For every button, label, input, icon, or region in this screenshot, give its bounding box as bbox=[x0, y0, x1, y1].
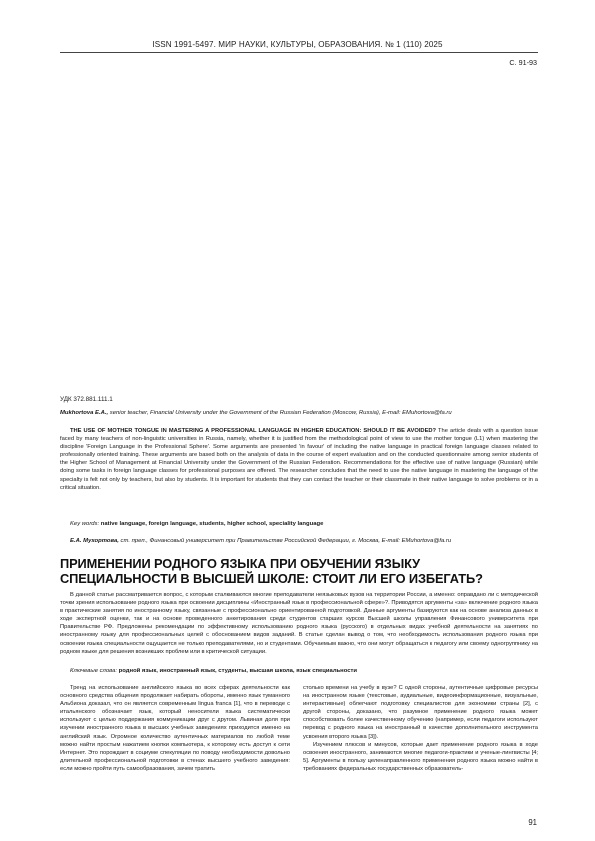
author-en-name: Mukhortova E.A., bbox=[60, 410, 109, 416]
abstract-en-title: THE USE OF MOTHER TONGUE IN MASTERING A PROFESSIONAL LANGUAGE IN HIGHER EDUCATION: SHOULD IT BE AVOIDED? bbox=[70, 428, 437, 434]
udk-code: УДК 372.881.111.1 bbox=[60, 396, 113, 403]
author-en bbox=[60, 410, 538, 416]
keywords-ru-value: родной язык, иностранный язык, студенты, высшая школа, язык специальности bbox=[117, 668, 358, 674]
header-rule bbox=[60, 52, 538, 53]
abstract-en-text: The article deals with a question issue faced by many teachers of non-linguistic universities in Russia, namely, whether it is justified from the methodological point of view to use the mother tongue (L1) when mastering the discipline 'Foreign Language in the Professional Sphere'. Some arguments are presented 'in favour' of including the native language in practical foreign language classes related to professionally oriented training. These arguments are based both on the analysis of data in the course of expert evaluation and on the conducted questionnaire among senior students of the Higher School of Management at Financial University under the Government of the Russian Federation. Recommendations for the effective use of native language (Russian) while doing some tasks in foreign language classes for professional purposes are offered. The researcher concludes that the need to use the native language in mastering the language of the specialty is felt not only by teachers, but also by students. It is important for students that they can contact the teacher or their classmate in their native language to solve problems or in a critical situation. bbox=[60, 428, 538, 491]
page-number: 91 bbox=[528, 818, 537, 827]
keywords-en bbox=[70, 521, 538, 527]
keywords-en-value: native language, foreign language, students, higher school, speciality language bbox=[99, 521, 324, 527]
author-ru-affiliation: ст. преп., Финансовый университет при Правительстве Российской Федерации, г. Москва, E-mail: EMuhortova@fa.ru bbox=[118, 538, 452, 544]
keywords-ru-label: Ключевые слова: bbox=[70, 668, 118, 674]
body-paragraph: столько времени на учебу в вузе? С одной стороны, аутентичные цифровые ресурсы на иностранном языке (текстовые, аудиальные, видеоинформационные, визуальные, интерактивные) облегчают подготовку специалистов для экономики страны [2], с другой стороны, доказано, что разумное применение родного языка может способствовать более качественному обучению (например, если педагоги используют перевод с родного языка на иностранный в качестве дополнительного инструмента усвоения второго языка [3]). bbox=[303, 685, 538, 740]
author-ru bbox=[70, 538, 538, 544]
keywords-ru bbox=[70, 668, 538, 674]
body-column-right bbox=[303, 684, 538, 773]
body-column-left bbox=[60, 684, 290, 773]
keywords-en-label: Key words: bbox=[70, 521, 100, 527]
author-ru-name: Е.А. Мухортова, bbox=[70, 538, 119, 544]
journal-header: ISSN 1991-5497. МИР НАУКИ, КУЛЬТУРЫ, ОБРАЗОВАНИЯ. № 1 (110) 2025 bbox=[152, 40, 443, 49]
body-paragraph: Тренд на использование английского языка во всех сферах деятельности как основного средства общения продолжает набирать обороты, именно язык туманного Альбиона доказал, что он является современным lingua franca [1], что в переводе с итальянского обозначает язык, который неносители языка систематически используют с целью поддержания коммуникации друг с другом. Львиная доля при изучении иностранного языка в высших учебных заведениях приходится именно на английский язык. Огромное количество аутентичных материалов по любой теме можно найти простым нажатием кнопки компьютера, к которому есть доступ к сети Интернет. Это порождает в социуме спекуляции по поводу необходимости довольно длительной профессиональной подготовки в стенах высшего учебного заведения: если можно пройти путь самообразования, зачем тратить bbox=[60, 685, 290, 772]
article-title: ПРИМЕНЕНИИ РОДНОГО ЯЗЫКА ПРИ ОБУЧЕНИИ ЯЗЫКУ СПЕЦИАЛЬНОСТИ В ВЫСШЕЙ ШКОЛЕ: СТОИТ ЛИ ЕГО ИЗБЕГАТЬ? bbox=[60, 556, 483, 586]
abstract-ru: В данной статье рассматривается вопрос, с которым сталкиваются многие преподаватели неязыковых вузов на территории России, а именно: оправдано ли с методической точки зрения использование родного языка при освоении дисциплины «Иностранный язык в профессиональной сфере»?. Приводятся аргументы «за» включение родного языка в практические занятия по иностранному языку, связанные с профессионально ориентированной подготовкой. Данные аргументы базируются как на основе анализа данных в ходе экспертной оценки, так и на основе проведенного анкетирования среди студентов старших курсов Высшей школы управления Финансового университета при Правительстве РФ. Предложены рекомендации по эффективному использованию родного языка (русского) в отдельных видах учебной деятельности на занятиях по иностранному языку для профессиональных целей с обоснованием видов заданий. В статье сделан вывод о том, что необходимость использования родного языка при освоении языка специальности ощущается не только преподавателями, но и студентами. Обучаемым важно, что они могут обращаться к педагогу или своему одногруппнику на родном языке для решения возникших проблем или в критической ситуации. bbox=[60, 592, 538, 655]
author-en-affiliation: senior teacher, Financial University under the Government of the Russian Federation (Moscow, Russia), E-mail: EMuhortova@fa.ru bbox=[108, 410, 452, 416]
page-range: С. 91-93 bbox=[509, 58, 537, 67]
abstract-en bbox=[60, 427, 538, 492]
body-paragraph: Изучением плюсов и минусов, которые дает применение родного языка в ходе освоения иностранного, занимаются многие педагоги-практики и ученые-лингвисты [4; 5]. Аргументы в пользу целенаправленного применения родного языка можно найти в требованиях федеральных государственных образователь- bbox=[303, 741, 538, 772]
